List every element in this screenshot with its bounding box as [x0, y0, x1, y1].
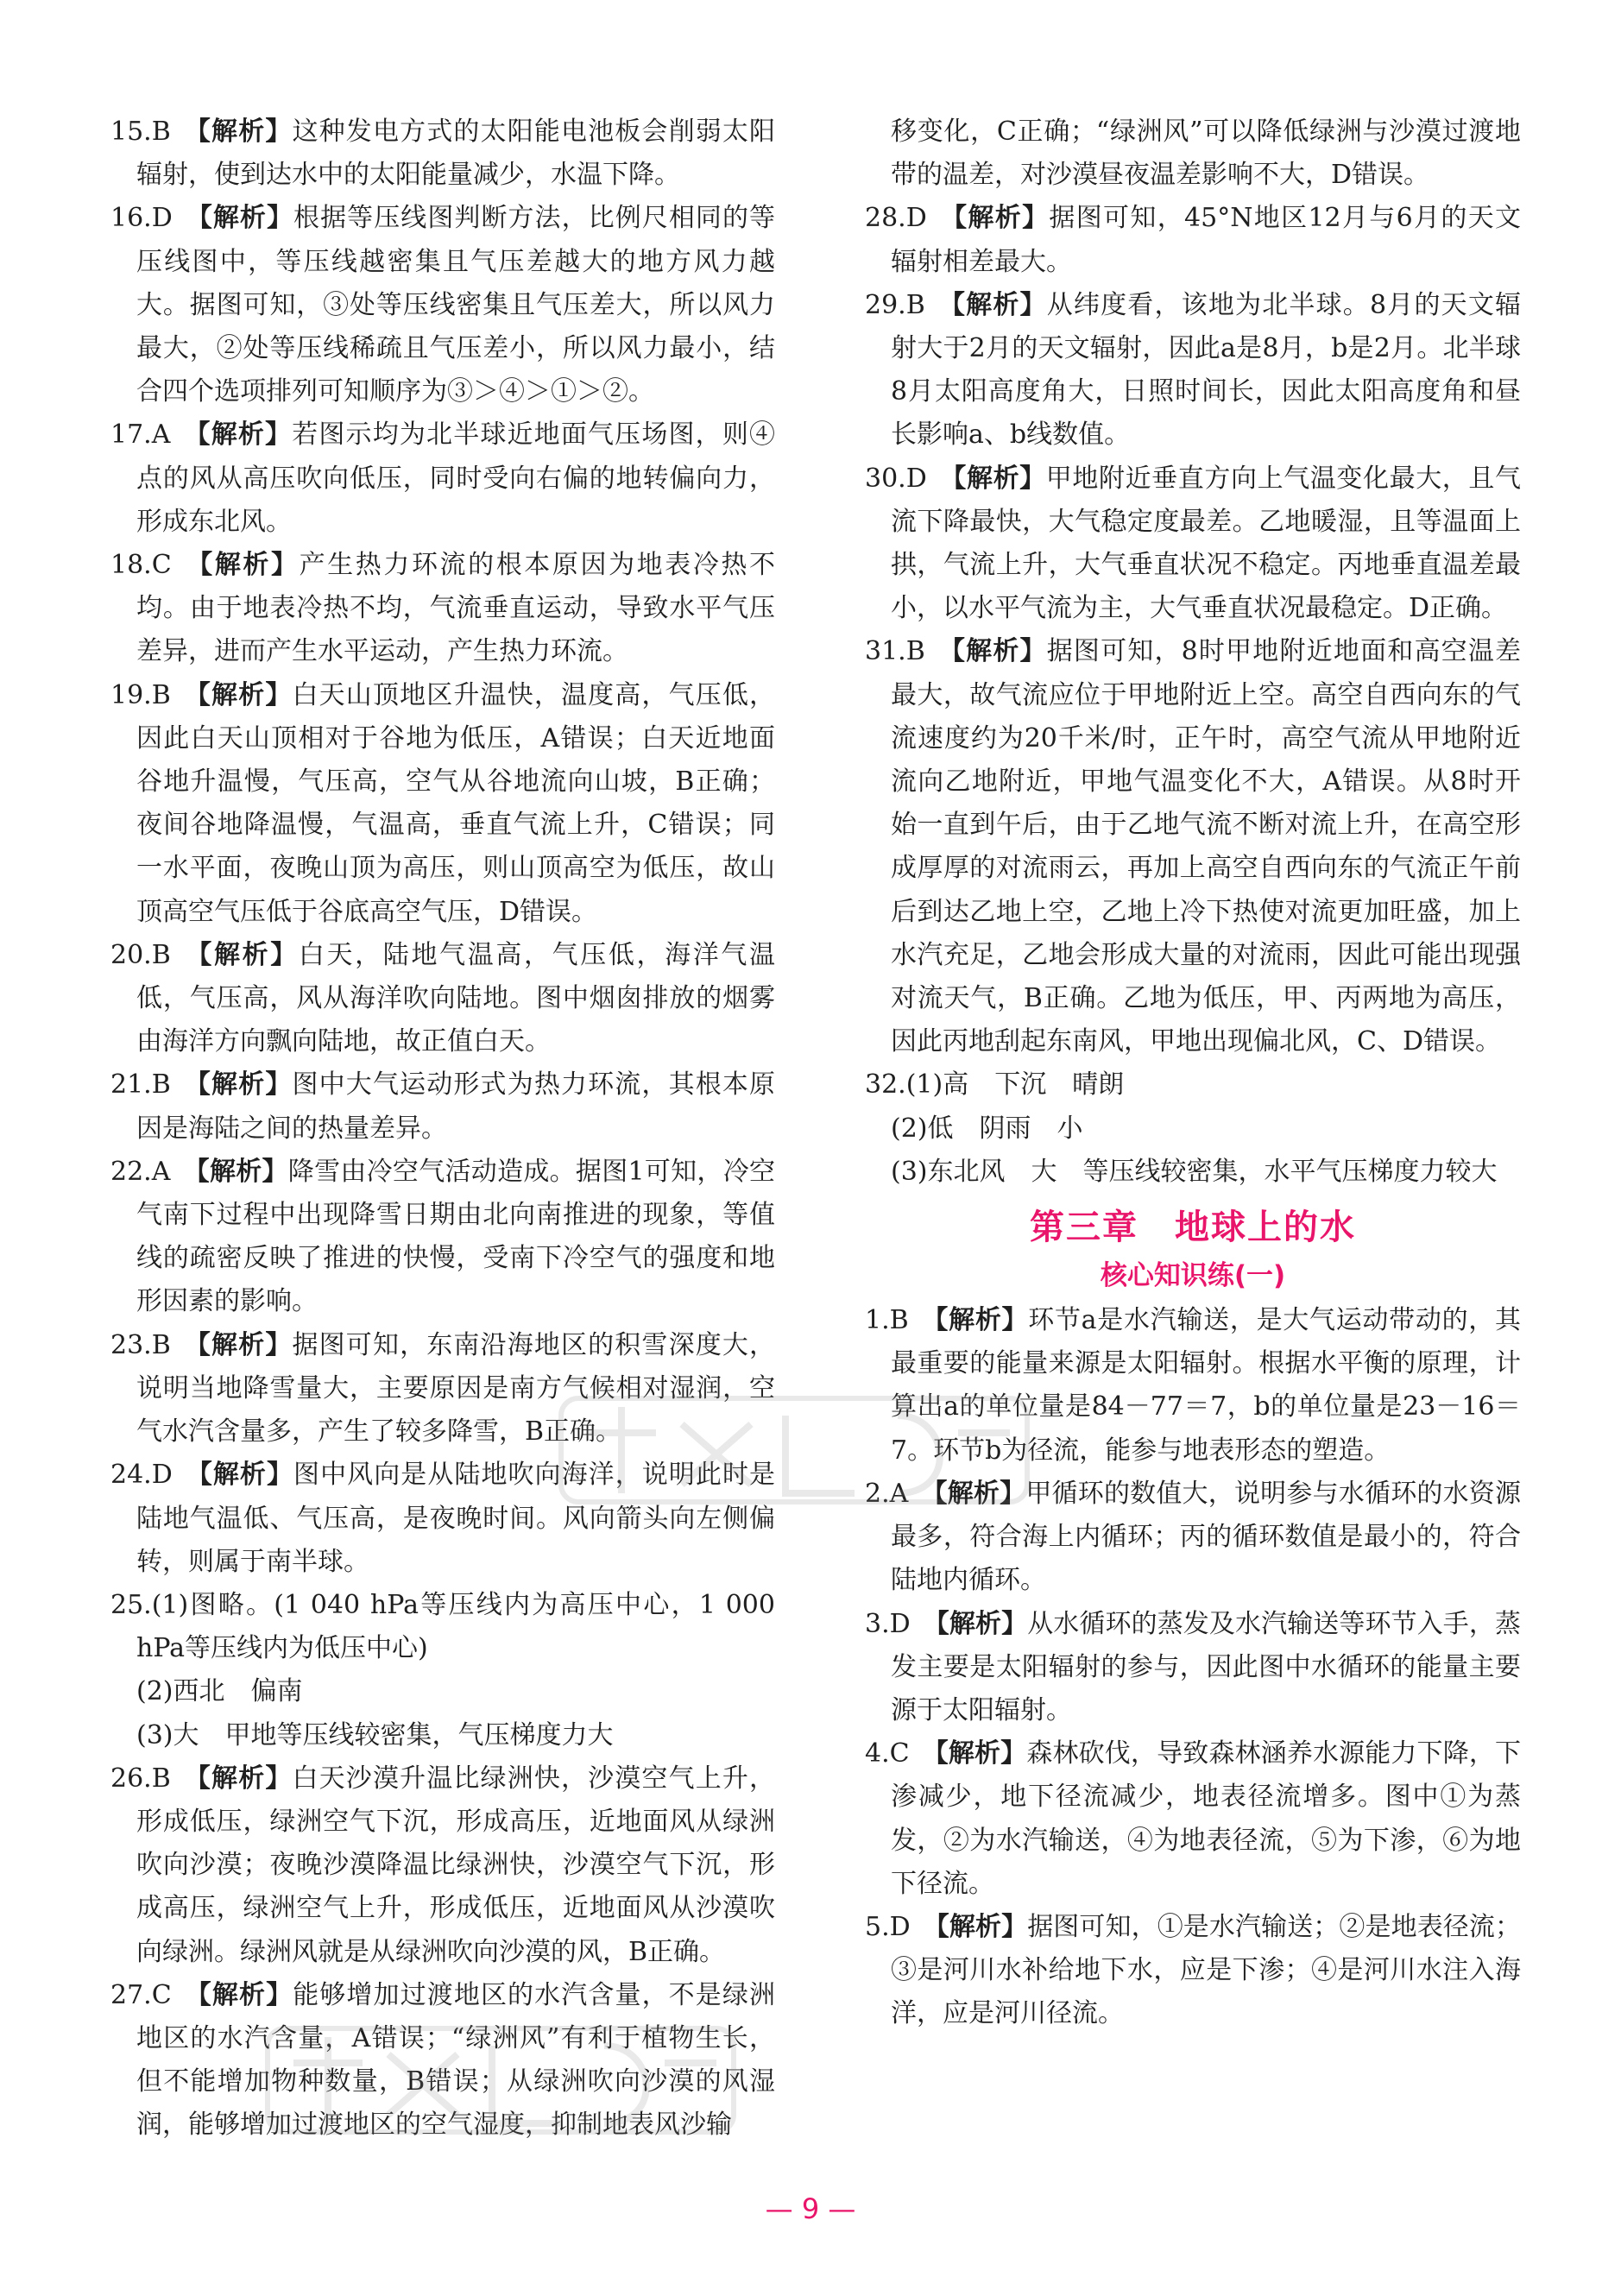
analysis-tag: 【解析】 [171, 1979, 293, 2010]
answer-entry [110, 1584, 775, 1670]
answer-subitem: (3)东北风 大 等压线较密集，水平气压梯度力较大 [891, 1156, 1498, 1187]
analysis-tag: 【解析】 [170, 1329, 293, 1360]
answer-entry [865, 1603, 1521, 1733]
answer-entry [865, 197, 1521, 283]
answer-text: 环节a是水汽输送，是大气运动带动的，其最重要的能量来源是太阳辐射。根据水平衡的原理，计算出a的单位量是84－77＝7，b的单位量是23－16＝7。环节b为径流，能参与地表形态的塑造。 [891, 1305, 1521, 1466]
answer-text: 从水循环的蒸发及水汽输送等环节入手，蒸发主要是太阳辐射的参与，因此图中水循环的能量主要源于太阳辐射。 [891, 1608, 1522, 1725]
answer-subitem: (3)大 甲地等压线较密集，气压梯度力大 [136, 1719, 614, 1750]
answer-entry [110, 1324, 775, 1454]
analysis-tag: 【解析】 [924, 289, 1047, 320]
answer-text: (1)高 下沉 晴朗 [905, 1069, 1125, 1101]
question-number: 16.D [110, 203, 173, 234]
question-number: 26.B [110, 1763, 171, 1794]
analysis-tag: 【解析】 [172, 1460, 294, 1491]
answer-entry [865, 1299, 1521, 1473]
answer-entry [110, 1974, 775, 2148]
right-column [865, 110, 1521, 2036]
answer-text: 这种发电方式的太阳能电池板会削弱太阳辐射，使到达水中的太阳能量减少，水温下降。 [136, 117, 776, 191]
question-number: 21.B [110, 1069, 171, 1101]
answer-text: 白天山顶地区升温快，温度高，气压低，因此白天山顶相对于谷地为低压，A错误；白天近地面谷地升温慢，气压高，空气从谷地流向山坡，B正确；夜间谷地降温慢，气温高，垂直气流上升，C错误；同一水平面，夜晚山顶为高压，则山顶高空为低压，故山顶高空气压低于谷底高空气压，D错误。 [136, 679, 776, 927]
question-number: 27.C [110, 1979, 172, 2010]
question-number: 19.B [110, 679, 171, 710]
question-number: 3.D [865, 1608, 911, 1639]
question-number: 32. [865, 1069, 906, 1101]
question-number: 20.B [110, 939, 171, 970]
answer-text: 若图示均为北半球近地面气压场图，则④点的风从高压吹向低压，同时受向右偏的地转偏向力，形成东北风。 [136, 419, 776, 537]
analysis-tag: 【解析】 [908, 1305, 1029, 1336]
analysis-tag: 【解析】 [170, 939, 299, 970]
answer-entry [865, 630, 1521, 1063]
answer-subitem: (2)低 阴雨 小 [891, 1113, 1083, 1144]
question-number: 15.B [110, 117, 171, 147]
analysis-tag: 【解析】 [172, 203, 294, 234]
answer-entry [865, 457, 1521, 631]
left-column [110, 110, 775, 2148]
answer-text: 白天，陆地气温高，气压低，海洋气温低，气压高，风从海洋吹向陆地。图中烟囱排放的烟雾由海洋方向飘向陆地，故正值白天。 [136, 939, 776, 1057]
answer-entry [110, 934, 775, 1064]
answer-entry [865, 1906, 1521, 2036]
answer-entry [110, 110, 775, 197]
question-number: 18.C [110, 550, 172, 581]
question-number: 22.A [110, 1156, 171, 1187]
analysis-tag: 【解析】 [926, 463, 1046, 494]
answer-text: 降雪由冷空气活动造成。据图1可知，冷空气南下过程中出现降雪日期由北向南推进的现象，等值线的疏密反映了推进的快慢，受南下冷空气的强度和地形因素的影响。 [136, 1156, 775, 1317]
analysis-tag: 【解析】 [909, 1738, 1027, 1769]
answer-entry [110, 413, 775, 544]
question-number: 28.D [865, 203, 927, 234]
answer-text: 能够增加过渡地区的水汽含量，不是绿洲地区的水汽含量，A错误；“绿洲风”有利于植物生长，但不能增加物种数量，B错误；从绿洲吹向沙漠的风湿润，能够增加过渡地区的空气湿度，抑制地表风沙输 [136, 1979, 776, 2141]
question-number: 25. [110, 1589, 152, 1620]
page-number: — 9 — [765, 2192, 856, 2225]
analysis-tag: 【解析】 [170, 419, 293, 451]
answer-entry [110, 544, 775, 674]
answer-entry [110, 1757, 775, 1974]
answer-text: (1)图略。(1 040 hPa等压线内为高压中心，1 000 hPa等压线内为低压中心) [136, 1589, 775, 1664]
answer-entry [110, 197, 775, 413]
analysis-tag: 【解析】 [910, 1608, 1028, 1639]
section-title: 核心知识练(一) [1100, 1260, 1286, 1292]
question-number: 1.B [865, 1305, 909, 1336]
answer-entry [110, 674, 775, 934]
chapter3-answer-list [865, 1299, 1521, 2035]
answer-text: 图中风向是从陆地吹向海洋，说明此时是陆地气温低、气压高，是夜晚时间。风向箭头向左侧偏转，则属于南半球。 [136, 1460, 776, 1577]
analysis-tag: 【解析】 [910, 1911, 1028, 1942]
answer-text: 根据等压线图判断方法，比例尺相同的等压线图中，等压线越密集且气压差越大的地方风力越大。据图可知，③处等压线密集且气压差大，所以风力最大，②处等压线稀疏且气压差小，所以风力最小，结合四个选项排列可知顺序为③＞④＞①＞②。 [136, 203, 776, 407]
answer-entry [865, 1063, 1521, 1107]
continuation-text: 移变化，C正确；“绿洲风”可以降低绿洲与沙漠过渡地带的温差，对沙漠昼夜温差影响不大，D错误。 [891, 117, 1521, 191]
answer-text: 据图可知，东南沿海地区的积雪深度大，说明当地降雪量大，主要原因是南方气候相对湿润，空气水汽含量多，产生了较多降雪，B正确。 [136, 1329, 776, 1448]
answer-text: 甲循环的数值大，说明参与水循环的水资源最多，符合海上内循环；丙的循环数值是最小的，符合陆地内循环。 [891, 1478, 1522, 1596]
answer-text: 森林砍伐，导致森林涵养水源能力下降，下渗减少，地下径流减少，地表径流增多。图中①为蒸发，②为水汽输送，④为地表径流，⑤为下渗，⑥为地下径流。 [891, 1738, 1522, 1899]
analysis-tag: 【解析】 [170, 117, 293, 147]
analysis-tag: 【解析】 [926, 203, 1050, 234]
answer-entry [110, 1454, 775, 1584]
answer-entry [110, 1063, 775, 1150]
answer-text: 白天沙漠升温比绿洲快，沙漠空气上升，形成低压，绿洲空气下沉，形成高压，近地面风从绿洲吹向沙漠；夜晚沙漠降温比绿洲快，沙漠空气下沉，形成高压，绿洲空气上升，形成低压，近地面风从沙漠吹向绿洲。绿洲风就是从绿洲吹向沙漠的风，B正确。 [136, 1763, 776, 1967]
question-number: 23.B [110, 1329, 171, 1360]
question-number: 5.D [865, 1911, 911, 1942]
question-number: 17.A [110, 419, 171, 451]
answer-entry [865, 1732, 1521, 1906]
question-number: 4.C [865, 1738, 910, 1769]
question-number: 29.B [865, 289, 925, 320]
answer-text: 据图可知，①是水汽输送；②是地表径流；③是河川水补给地下水，应是下渗；④是河川水注入海洋，应是河川径流。 [891, 1911, 1522, 2029]
chapter-title: 第三章 地球上的水 [1030, 1208, 1356, 1248]
analysis-tag: 【解析】 [171, 550, 300, 581]
question-number: 24.D [110, 1460, 173, 1491]
answer-entry [110, 1151, 775, 1324]
answer-text: 据图可知，8时甲地附近地面和高空温差最大，故气流应位于甲地附近上空。高空自西向东的气流速度约为20千米/时，正午时，高空气流从甲地附近流向乙地附近，甲地气温变化不大，A错误。从8时开始一直到午后，由于乙地气流不断对流上升，在高空形成厚厚的对流雨云，再加上高空自西向东的气流正午前后到达乙地上空，乙地上冷下热使对流更加旺盛，加上水汽充足，乙地会形成大量的对流雨，因此可能出现强对流天气，B正确。乙地为低压，甲、丙两地为高压，因此丙地刮起东南风，甲地出现偏北风，C、D错误。 [891, 636, 1522, 1057]
answer-text: 图中大气运动形式为热力环流，其根本原因是海陆之间的热量差异。 [136, 1069, 776, 1144]
left-answer-list [110, 110, 775, 2148]
answer-text: 产生热力环流的根本原因为地表冷热不均。由于地表冷热不均，气流垂直运动，导致水平气压差异，进而产生水平运动，产生热力环流。 [136, 550, 776, 667]
answer-subitem: (2)西北 偏南 [136, 1676, 303, 1707]
answer-entry [865, 1473, 1521, 1603]
question-number: 2.A [865, 1478, 909, 1509]
analysis-tag: 【解析】 [170, 1156, 288, 1187]
question-number: 30.D [865, 463, 927, 494]
right-answer-list [865, 197, 1521, 1194]
analysis-tag: 【解析】 [170, 1763, 293, 1794]
answer-text: 甲地附近垂直方向上气温变化最大，且气流下降最快，大气稳定度最差。乙地暖湿，且等温面上拱，气流上升，大气垂直状况不稳定。丙地垂直温差最小，以水平气流为主，大气垂直状况最稳定。D正确。 [891, 463, 1522, 624]
analysis-tag: 【解析】 [170, 679, 293, 710]
analysis-tag: 【解析】 [170, 1069, 293, 1101]
question-number: 31.B [865, 636, 925, 667]
answer-entry [865, 284, 1521, 457]
answer-text: 从纬度看，该地为北半球。8月的天文辐射大于2月的天文辐射，因此a是8月，b是2月。北半球8月太阳高度角大，日照时间长，因此太阳高度角和昼长影响a、b线数值。 [891, 289, 1522, 451]
analysis-tag: 【解析】 [908, 1478, 1026, 1509]
analysis-tag: 【解析】 [924, 636, 1047, 667]
answer-text: 据图可知，45°N地区12月与6月的天文辐射相差最大。 [891, 203, 1522, 277]
